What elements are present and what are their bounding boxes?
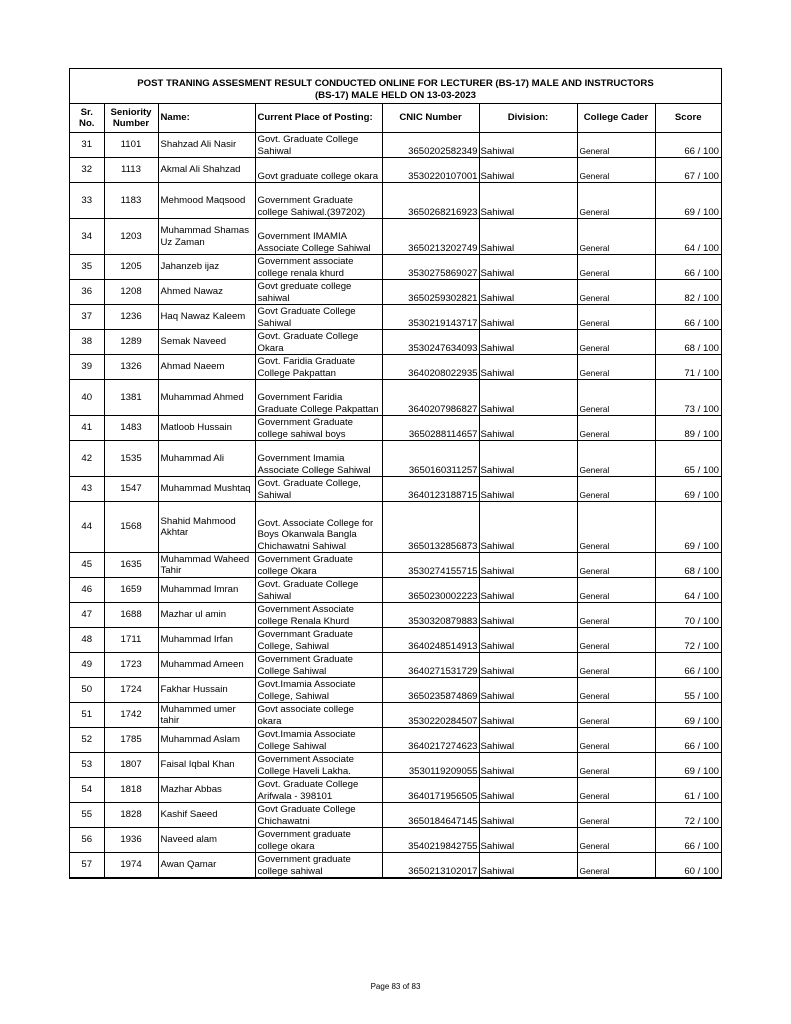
header-name: Name: [158, 104, 255, 133]
cell-name: Kashif Saeed [158, 803, 255, 828]
cell-seniority-number: 1101 [104, 133, 158, 158]
results-table [70, 104, 721, 878]
cell-cnic: 3650235874869 [382, 678, 479, 703]
cell-current-place: Government Graduate college Sahiwal.(397202) [255, 183, 382, 219]
cell-name: Ahmad Naeem [158, 355, 255, 380]
table-row [70, 133, 721, 158]
cell-name: Awan Qamar [158, 853, 255, 878]
cell-score: 72 / 100 [655, 628, 721, 653]
cell-score: 89 / 100 [655, 416, 721, 441]
cell-seniority-number: 1785 [104, 728, 158, 753]
title-line-1: POST TRANING ASSESMENT RESULT CONDUCTED ONLINE FOR LECTURER (BS-17) MALE AND INSTRUCTORS [137, 78, 654, 89]
cell-college-cader: General [577, 653, 655, 678]
cell-division: Sahiwal [479, 305, 577, 330]
table-row [70, 416, 721, 441]
cell-sr-no: 49 [70, 653, 104, 678]
cell-sr-no: 36 [70, 280, 104, 305]
cell-score: 68 / 100 [655, 553, 721, 578]
cell-seniority-number: 1205 [104, 255, 158, 280]
cell-cnic: 3640208022935 [382, 355, 479, 380]
cell-sr-no: 52 [70, 728, 104, 753]
cell-seniority-number: 1568 [104, 502, 158, 553]
cell-name: Shahzad Ali Nasir [158, 133, 255, 158]
cell-college-cader: General [577, 219, 655, 255]
cell-division: Sahiwal [479, 355, 577, 380]
cell-cnic: 3530274155715 [382, 553, 479, 578]
cell-cnic: 3650268216923 [382, 183, 479, 219]
cell-name: Muhammad Ameen [158, 653, 255, 678]
cell-current-place: Govt Graduate College Sahiwal [255, 305, 382, 330]
cell-sr-no: 54 [70, 778, 104, 803]
cell-division: Sahiwal [479, 703, 577, 728]
cell-current-place: Government Imamia Associate College Sahiwal [255, 441, 382, 477]
table-row [70, 255, 721, 280]
cell-cnic: 3530275869027 [382, 255, 479, 280]
cell-college-cader: General [577, 628, 655, 653]
cell-sr-no: 42 [70, 441, 104, 477]
cell-cnic: 3650202582349 [382, 133, 479, 158]
cell-seniority-number: 1807 [104, 753, 158, 778]
table-row [70, 330, 721, 355]
table-row [70, 728, 721, 753]
cell-seniority-number: 1828 [104, 803, 158, 828]
cell-sr-no: 37 [70, 305, 104, 330]
cell-score: 65 / 100 [655, 441, 721, 477]
cell-cnic: 3530220107001 [382, 158, 479, 183]
cell-current-place: Government IMAMIA Associate College Sahiwal [255, 219, 382, 255]
cell-score: 64 / 100 [655, 578, 721, 603]
cell-college-cader: General [577, 255, 655, 280]
cell-name: Muhammad Irfan [158, 628, 255, 653]
cell-division: Sahiwal [479, 603, 577, 628]
cell-cnic: 3640171956505 [382, 778, 479, 803]
cell-division: Sahiwal [479, 803, 577, 828]
table-row [70, 183, 721, 219]
cell-sr-no: 51 [70, 703, 104, 728]
cell-cnic: 3650160311257 [382, 441, 479, 477]
cell-cnic: 3530247634093 [382, 330, 479, 355]
cell-seniority-number: 1203 [104, 219, 158, 255]
table-row [70, 778, 721, 803]
cell-division: Sahiwal [479, 416, 577, 441]
cell-current-place: Govt greduate college sahiwal [255, 280, 382, 305]
cell-college-cader: General [577, 578, 655, 603]
table-row [70, 380, 721, 416]
cell-score: 69 / 100 [655, 753, 721, 778]
cell-score: 66 / 100 [655, 828, 721, 853]
cell-division: Sahiwal [479, 280, 577, 305]
cell-division: Sahiwal [479, 578, 577, 603]
cell-score: 66 / 100 [655, 653, 721, 678]
cell-current-place: Govt.Imamia Associate College, Sahiwal [255, 678, 382, 703]
cell-cnic: 3530220284507 [382, 703, 479, 728]
cell-name: Fakhar Hussain [158, 678, 255, 703]
cell-sr-no: 48 [70, 628, 104, 653]
cell-cnic: 3640123188715 [382, 477, 479, 502]
cell-current-place: Govt graduate college okara [255, 158, 382, 183]
cell-division: Sahiwal [479, 183, 577, 219]
cell-sr-no: 39 [70, 355, 104, 380]
cell-name: Mazhar Abbas [158, 778, 255, 803]
cell-college-cader: General [577, 703, 655, 728]
cell-division: Sahiwal [479, 853, 577, 878]
table-row [70, 628, 721, 653]
table-row [70, 803, 721, 828]
cell-sr-no: 40 [70, 380, 104, 416]
table-row [70, 280, 721, 305]
cell-college-cader: General [577, 355, 655, 380]
cell-seniority-number: 1659 [104, 578, 158, 603]
cell-college-cader: General [577, 853, 655, 878]
cell-cnic: 3540219842755 [382, 828, 479, 853]
cell-cnic: 3640207986827 [382, 380, 479, 416]
title-line-2: (BS-17) MALE HELD ON 13-03-2023 [314, 90, 476, 101]
table-row [70, 477, 721, 502]
cell-seniority-number: 1326 [104, 355, 158, 380]
cell-seniority-number: 1936 [104, 828, 158, 853]
cell-sr-no: 33 [70, 183, 104, 219]
cell-division: Sahiwal [479, 653, 577, 678]
cell-sr-no: 31 [70, 133, 104, 158]
cell-sr-no: 47 [70, 603, 104, 628]
cell-seniority-number: 1289 [104, 330, 158, 355]
table-row [70, 828, 721, 853]
table-row [70, 502, 721, 553]
cell-seniority-number: 1483 [104, 416, 158, 441]
page-number: Page 83 of 83 [370, 982, 421, 991]
cell-name: Ahmed Nawaz [158, 280, 255, 305]
cell-division: Sahiwal [479, 255, 577, 280]
cell-current-place: Government Graduate college sahiwal boys [255, 416, 382, 441]
cell-seniority-number: 1236 [104, 305, 158, 330]
cell-seniority-number: 1711 [104, 628, 158, 653]
cell-current-place: Govt. Graduate College, Sahiwal [255, 477, 382, 502]
cell-cnic: 3530119209055 [382, 753, 479, 778]
cell-seniority-number: 1381 [104, 380, 158, 416]
cell-name: Jahanzeb ijaz [158, 255, 255, 280]
cell-cnic: 3650213202749 [382, 219, 479, 255]
cell-college-cader: General [577, 803, 655, 828]
cell-seniority-number: 1818 [104, 778, 158, 803]
cell-name: Muhammad Shamas Uz Zaman [158, 219, 255, 255]
cell-name: Muhammad Ahmed [158, 380, 255, 416]
cell-score: 69 / 100 [655, 183, 721, 219]
cell-sr-no: 43 [70, 477, 104, 502]
cell-college-cader: General [577, 305, 655, 330]
table-row [70, 703, 721, 728]
cell-current-place: Government graduate college okara [255, 828, 382, 853]
cell-sr-no: 38 [70, 330, 104, 355]
cell-score: 69 / 100 [655, 703, 721, 728]
cell-current-place: Govt. Faridia Graduate College Pakpattan [255, 355, 382, 380]
cell-name: Muhammad Mushtaq [158, 477, 255, 502]
cell-name: Mehmood Maqsood [158, 183, 255, 219]
results-sheet [69, 68, 722, 879]
table-row [70, 355, 721, 380]
cell-score: 66 / 100 [655, 133, 721, 158]
cell-current-place: Govt. Graduate College Okara [255, 330, 382, 355]
cell-name: Muhammad Aslam [158, 728, 255, 753]
cell-score: 67 / 100 [655, 158, 721, 183]
cell-cnic: 3640248514913 [382, 628, 479, 653]
cell-name: Shahid Mahmood Akhtar [158, 502, 255, 553]
cell-college-cader: General [577, 416, 655, 441]
cell-cnic: 3650184647145 [382, 803, 479, 828]
cell-sr-no: 50 [70, 678, 104, 703]
cell-sr-no: 32 [70, 158, 104, 183]
cell-sr-no: 53 [70, 753, 104, 778]
cell-college-cader: General [577, 728, 655, 753]
cell-seniority-number: 1742 [104, 703, 158, 728]
cell-current-place: Government Faridia Graduate College Pakpattan [255, 380, 382, 416]
cell-current-place: Government Associate College Haveli Lakha. [255, 753, 382, 778]
cell-seniority-number: 1688 [104, 603, 158, 628]
cell-score: 61 / 100 [655, 778, 721, 803]
cell-seniority-number: 1113 [104, 158, 158, 183]
cell-name: Faisal Iqbal Khan [158, 753, 255, 778]
cell-score: 82 / 100 [655, 280, 721, 305]
cell-college-cader: General [577, 553, 655, 578]
header-current-place: Current Place of Posting: [255, 104, 382, 133]
cell-college-cader: General [577, 380, 655, 416]
cell-current-place: Govt Graduate College Chichawatni [255, 803, 382, 828]
table-row [70, 305, 721, 330]
cell-sr-no: 34 [70, 219, 104, 255]
cell-score: 73 / 100 [655, 380, 721, 416]
cell-score: 66 / 100 [655, 255, 721, 280]
cell-name: Semak Naveed [158, 330, 255, 355]
cell-current-place: Govt.Imamia Associate College Sahiwal [255, 728, 382, 753]
cell-name: Akmal Ali Shahzad [158, 158, 255, 183]
cell-college-cader: General [577, 330, 655, 355]
table-row [70, 441, 721, 477]
cell-college-cader: General [577, 477, 655, 502]
cell-division: Sahiwal [479, 828, 577, 853]
cell-seniority-number: 1547 [104, 477, 158, 502]
cell-division: Sahiwal [479, 219, 577, 255]
cell-current-place: Govt. Graduate College Sahiwal [255, 578, 382, 603]
cell-division: Sahiwal [479, 678, 577, 703]
cell-college-cader: General [577, 678, 655, 703]
cell-college-cader: General [577, 603, 655, 628]
table-row [70, 158, 721, 183]
cell-cnic: 3530219143717 [382, 305, 479, 330]
cell-score: 68 / 100 [655, 330, 721, 355]
cell-name: Muhammad Ali [158, 441, 255, 477]
cell-sr-no: 41 [70, 416, 104, 441]
cell-name: Haq Nawaz Kaleem [158, 305, 255, 330]
cell-college-cader: General [577, 183, 655, 219]
cell-college-cader: General [577, 502, 655, 553]
cell-score: 64 / 100 [655, 219, 721, 255]
cell-seniority-number: 1635 [104, 553, 158, 578]
cell-seniority-number: 1724 [104, 678, 158, 703]
cell-score: 69 / 100 [655, 502, 721, 553]
cell-division: Sahiwal [479, 330, 577, 355]
cell-seniority-number: 1723 [104, 653, 158, 678]
cell-sr-no: 56 [70, 828, 104, 853]
cell-division: Sahiwal [479, 133, 577, 158]
cell-seniority-number: 1183 [104, 183, 158, 219]
cell-college-cader: General [577, 828, 655, 853]
cell-current-place: Government Graduate College Sahiwal [255, 653, 382, 678]
header-college-cader: College Cader [577, 104, 655, 133]
cell-name: Naveed alam [158, 828, 255, 853]
cell-seniority-number: 1974 [104, 853, 158, 878]
cell-current-place: Government graduate college sahiwal [255, 853, 382, 878]
cell-sr-no: 57 [70, 853, 104, 878]
table-row [70, 753, 721, 778]
cell-sr-no: 45 [70, 553, 104, 578]
cell-college-cader: General [577, 441, 655, 477]
cell-cnic: 3640271531729 [382, 653, 479, 678]
cell-score: 66 / 100 [655, 305, 721, 330]
cell-score: 72 / 100 [655, 803, 721, 828]
cell-current-place: Govt. Graduate College Sahiwal [255, 133, 382, 158]
cell-sr-no: 46 [70, 578, 104, 603]
cell-seniority-number: 1208 [104, 280, 158, 305]
cell-name: Matloob Hussain [158, 416, 255, 441]
table-row [70, 578, 721, 603]
cell-score: 55 / 100 [655, 678, 721, 703]
cell-division: Sahiwal [479, 158, 577, 183]
cell-sr-no: 55 [70, 803, 104, 828]
cell-division: Sahiwal [479, 628, 577, 653]
header-division: Division: [479, 104, 577, 133]
cell-cnic: 3640217274623 [382, 728, 479, 753]
cell-score: 66 / 100 [655, 728, 721, 753]
cell-seniority-number: 1535 [104, 441, 158, 477]
cell-division: Sahiwal [479, 553, 577, 578]
cell-division: Sahiwal [479, 778, 577, 803]
cell-college-cader: General [577, 778, 655, 803]
table-row [70, 553, 721, 578]
header-cnic: CNIC Number [382, 104, 479, 133]
cell-cnic: 3650259302821 [382, 280, 479, 305]
table-row [70, 219, 721, 255]
cell-division: Sahiwal [479, 380, 577, 416]
cell-score: 70 / 100 [655, 603, 721, 628]
cell-division: Sahiwal [479, 753, 577, 778]
header-score: Score [655, 104, 721, 133]
cell-current-place: Government Graduate college Okara [255, 553, 382, 578]
cell-score: 69 / 100 [655, 477, 721, 502]
cell-division: Sahiwal [479, 477, 577, 502]
cell-college-cader: General [577, 753, 655, 778]
table-row [70, 853, 721, 878]
cell-college-cader: General [577, 158, 655, 183]
cell-name: Muhammed umer tahir [158, 703, 255, 728]
header-seniority-number: Seniority Number [104, 104, 158, 133]
cell-current-place: Govt. Associate College for Boys Okanwala Bangla Chichawatni Sahiwal [255, 502, 382, 553]
table-row [70, 678, 721, 703]
cell-score: 71 / 100 [655, 355, 721, 380]
cell-name: Mazhar ul amin [158, 603, 255, 628]
cell-cnic: 3650288114657 [382, 416, 479, 441]
cell-name: Muhammad Waheed Tahir [158, 553, 255, 578]
cell-name: Muhammad Imran [158, 578, 255, 603]
cell-college-cader: General [577, 280, 655, 305]
cell-cnic: 3530320879883 [382, 603, 479, 628]
cell-current-place: Government Associate college Renala Khurd [255, 603, 382, 628]
cell-cnic: 3650213102017 [382, 853, 479, 878]
cell-current-place: Governmant Graduate College, Sahiwal [255, 628, 382, 653]
cell-division: Sahiwal [479, 728, 577, 753]
cell-cnic: 3650132856873 [382, 502, 479, 553]
cell-sr-no: 44 [70, 502, 104, 553]
table-row [70, 653, 721, 678]
document-title [70, 69, 721, 104]
table-header-row [70, 104, 721, 133]
cell-current-place: Govt associate college okara [255, 703, 382, 728]
cell-sr-no: 35 [70, 255, 104, 280]
table-row [70, 603, 721, 628]
cell-current-place: Government associate college renala khurd [255, 255, 382, 280]
cell-division: Sahiwal [479, 502, 577, 553]
cell-current-place: Govt. Graduate College Arifwala - 398101 [255, 778, 382, 803]
cell-college-cader: General [577, 133, 655, 158]
header-sr-no: Sr. No. [70, 104, 104, 133]
cell-score: 60 / 100 [655, 853, 721, 878]
cell-cnic: 3650230002223 [382, 578, 479, 603]
cell-division: Sahiwal [479, 441, 577, 477]
